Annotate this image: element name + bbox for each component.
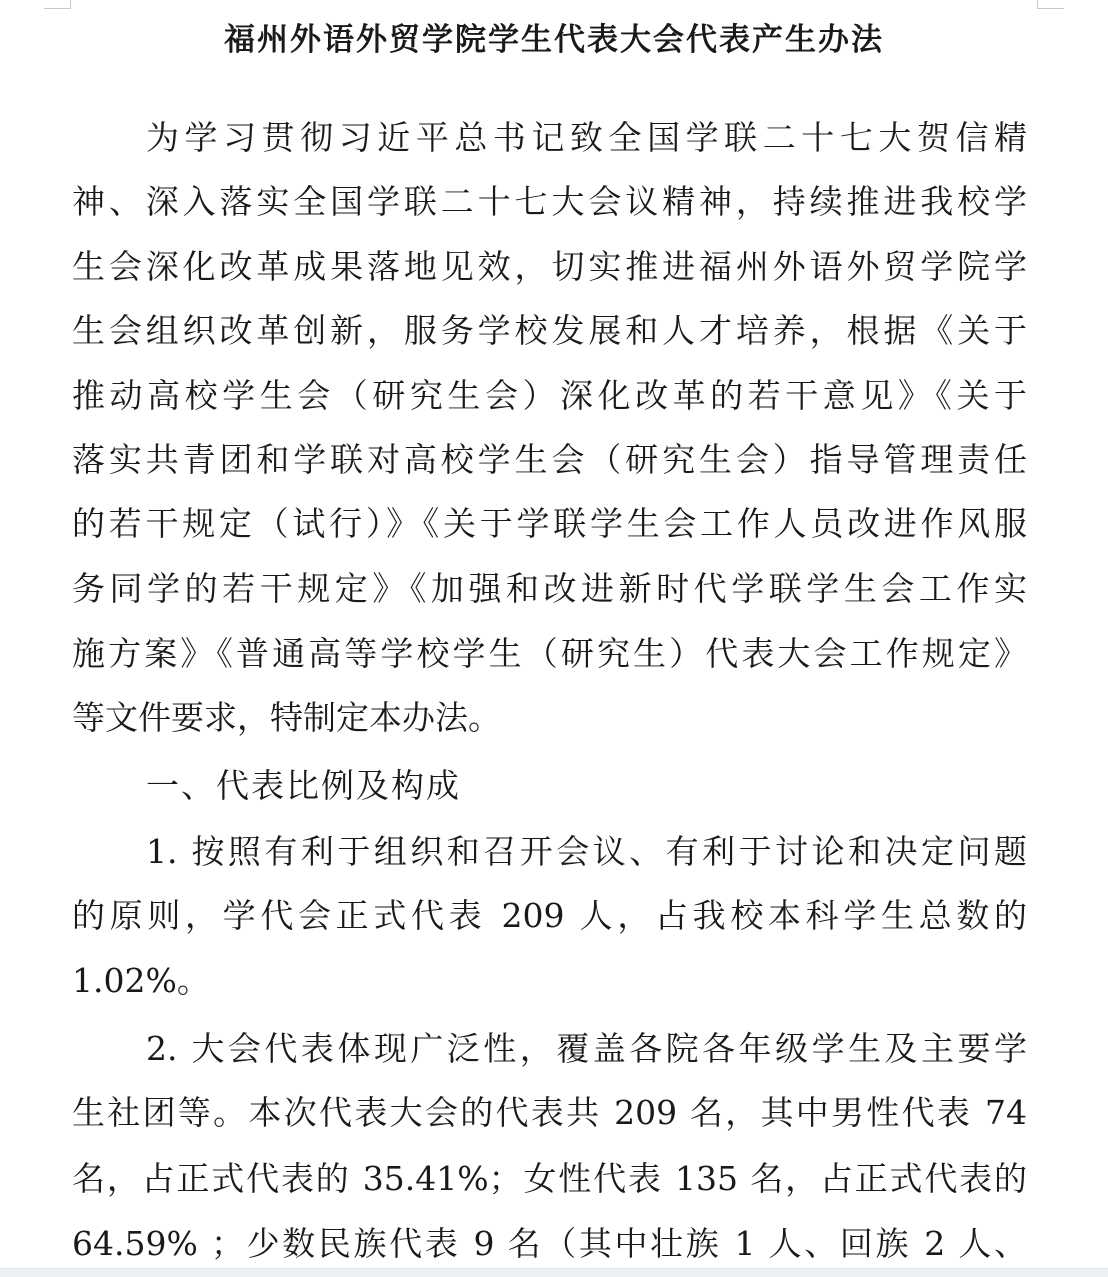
paragraph-line: 生会深化改革成果落地见效，切实推进福州外语外贸学院学	[72, 247, 1027, 286]
paragraph-line: 推动高校学生会（研究生会）深化改革的若干意见》《关于	[72, 376, 1027, 415]
section-heading: 一、代表比例及构成	[146, 766, 461, 805]
paragraph-line: 名，占正式代表的 35.41%；女性代表 135 名，占正式代表的	[72, 1159, 1027, 1198]
paragraph-line: 神、深入落实全国学联二十七大会议精神，持续推进我校学	[72, 182, 1027, 221]
paragraph-line: 的原则，学代会正式代表 209 人，占我校本科学生总数的	[72, 896, 1027, 935]
paragraph-line: 2. 大会代表体现广泛性，覆盖各院各年级学生及主要学	[146, 1029, 1027, 1068]
paragraph-line: 64.59% ；少数民族代表 9 名（其中壮族 1 人、回族 2 人、	[72, 1224, 1027, 1263]
horizontal-scrollbar[interactable]	[0, 1268, 1108, 1277]
paragraph-line: 生会组织改革创新，服务学校发展和人才培养，根据《关于	[72, 311, 1027, 350]
paragraph-line: 施方案》《普通高等学校学生（研究生）代表大会工作规定》	[72, 634, 1027, 673]
crop-mark-top-right	[1037, 0, 1064, 9]
crop-mark-top-left	[44, 0, 71, 9]
paragraph-line: 1.02%。	[72, 961, 210, 1000]
paragraph-line: 等文件要求，特制定本办法。	[72, 698, 501, 737]
document-title: 福州外语外贸学院学生代表大会代表产生办法	[224, 22, 884, 58]
paragraph-line: 1. 按照有利于组织和召开会议、有利于讨论和决定问题	[146, 832, 1027, 871]
paragraph-line: 生社团等。本次代表大会的代表共 209 名，其中男性代表 74	[72, 1093, 1027, 1132]
paragraph-line: 务同学的若干规定》《加强和改进新时代学联学生会工作实	[72, 569, 1027, 608]
paragraph-line: 落实共青团和学联对高校学生会（研究生会）指导管理责任	[72, 440, 1027, 479]
paragraph-line: 的若干规定（试行）》《关于学联学生会工作人员改进作风服	[72, 504, 1027, 543]
paragraph-line: 为学习贯彻习近平总书记致全国学联二十七大贺信精	[146, 118, 1027, 157]
